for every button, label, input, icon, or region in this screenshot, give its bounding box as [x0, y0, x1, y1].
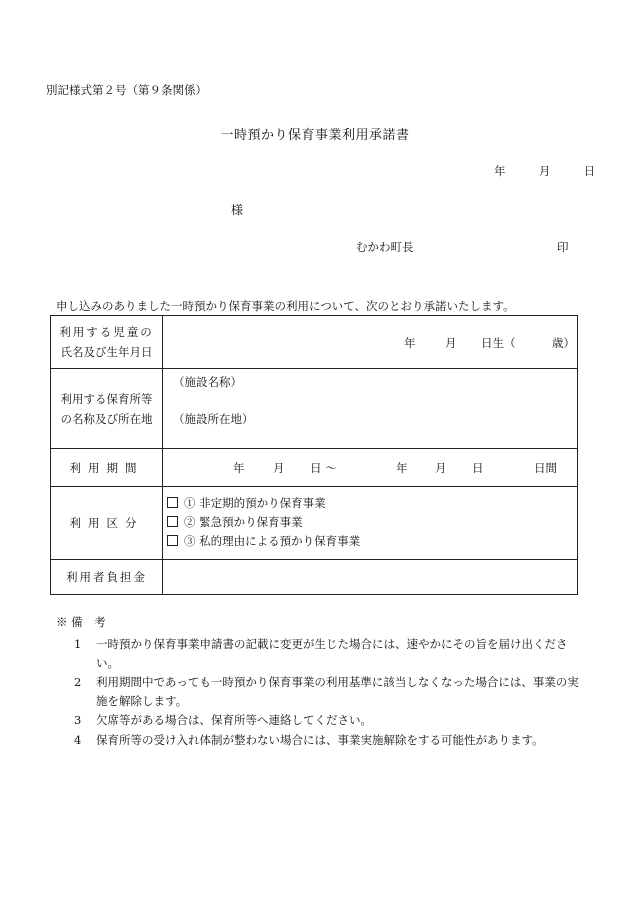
- date-year: 年: [494, 164, 506, 178]
- facility-address-label: （施設所在地）: [173, 412, 254, 426]
- remark-text: 欠席等がある場合は、保育所等へ連絡してください。: [96, 713, 372, 727]
- fee-value-cell[interactable]: [163, 560, 578, 595]
- intro-text: 申し込みのありました一時預かり保育事業の利用について、次のとおり承諾いたします。: [56, 299, 515, 313]
- label-facility: [51, 369, 163, 449]
- period-from-day: 日 〜: [310, 461, 337, 475]
- label-period-text: 利用期間: [69, 460, 144, 475]
- remark-text: 保育所等の受け入れ体制が整わない場合には、事業実施解除をする可能性があります。: [96, 733, 544, 747]
- age: 歳）: [552, 336, 575, 350]
- birth-year: 年: [404, 336, 416, 350]
- remarks-heading: ※ 備 考: [56, 615, 106, 629]
- label-period: [51, 449, 163, 487]
- remark-number: 3: [74, 713, 82, 727]
- remark-number: 2: [74, 675, 82, 689]
- table-row-facility: [51, 369, 578, 449]
- facility-value-cell: [163, 369, 578, 449]
- category-option-3[interactable]: [167, 533, 360, 549]
- category-option-2[interactable]: [167, 514, 303, 530]
- approval-table: [50, 315, 578, 595]
- addressee-suffix: 様: [231, 203, 244, 217]
- date-line: [494, 163, 595, 179]
- label-child-line2: 氏名及び生年月日: [60, 345, 153, 359]
- period-to-day: 日: [472, 461, 484, 475]
- checkbox-icon[interactable]: [167, 497, 178, 508]
- label-category: [51, 487, 163, 560]
- period-to-month: 月: [435, 461, 447, 475]
- table-row-fee: [51, 560, 578, 595]
- document-title: 一時預かり保育事業利用承諾書: [220, 128, 410, 143]
- period-from-month: 月: [273, 461, 285, 475]
- period-from-year: 年: [233, 461, 245, 475]
- label-child-line1: 利用する児童の: [59, 325, 154, 339]
- remark-text: 一時預かり保育事業申請書の記載に変更が生じた場合には、速やかにその旨を届け出ください。: [96, 637, 568, 670]
- birth-day: 日生（: [481, 336, 516, 350]
- remark-note-1: [74, 635, 586, 673]
- remark-number: 1: [74, 637, 82, 651]
- label-fee: [51, 560, 163, 595]
- table-row-period: [51, 449, 578, 487]
- label-facility-line1: 利用する保育所等: [60, 391, 153, 406]
- category-option-1-label: ① 非定期的預かり保育事業: [184, 496, 326, 510]
- checkbox-icon[interactable]: [167, 535, 178, 546]
- label-child: [51, 316, 163, 369]
- remark-number: 4: [74, 733, 82, 747]
- checkbox-icon[interactable]: [167, 516, 178, 527]
- period-days: 日間: [534, 461, 557, 475]
- form-id: 別記様式第２号（第９条関係）: [46, 83, 207, 97]
- remark-note-2: [74, 673, 586, 711]
- label-category-text: 利用区分: [69, 516, 144, 530]
- category-value-cell: [163, 487, 578, 560]
- remark-note-3: [74, 711, 586, 730]
- label-fee-text: 利用者負担金: [66, 570, 147, 584]
- table-row-category: [51, 487, 578, 560]
- facility-name-label: （施設名称）: [173, 375, 242, 389]
- remark-text: 利用期間中であっても一時預かり保育事業の利用基準に該当しなくなった場合には、事業の実施を解除します。: [96, 675, 579, 708]
- category-option-3-label: ③ 私的理由による預かり保育事業: [184, 534, 361, 548]
- category-option-1[interactable]: [167, 495, 326, 511]
- date-day: 日: [583, 164, 596, 178]
- period-value-cell: [163, 449, 578, 487]
- date-month: 月: [538, 164, 551, 178]
- period-to-year: 年: [396, 461, 408, 475]
- birth-month: 月: [445, 336, 457, 350]
- label-facility-line2: の名称及び所在地: [60, 411, 153, 426]
- issuer-name: むかわ町長: [356, 240, 414, 254]
- table-row-child: [51, 316, 578, 369]
- child-value-cell: [163, 316, 578, 369]
- remark-note-4: [74, 731, 586, 750]
- seal-mark: 印: [557, 240, 569, 254]
- category-option-2-label: ② 緊急預かり保育事業: [184, 515, 303, 529]
